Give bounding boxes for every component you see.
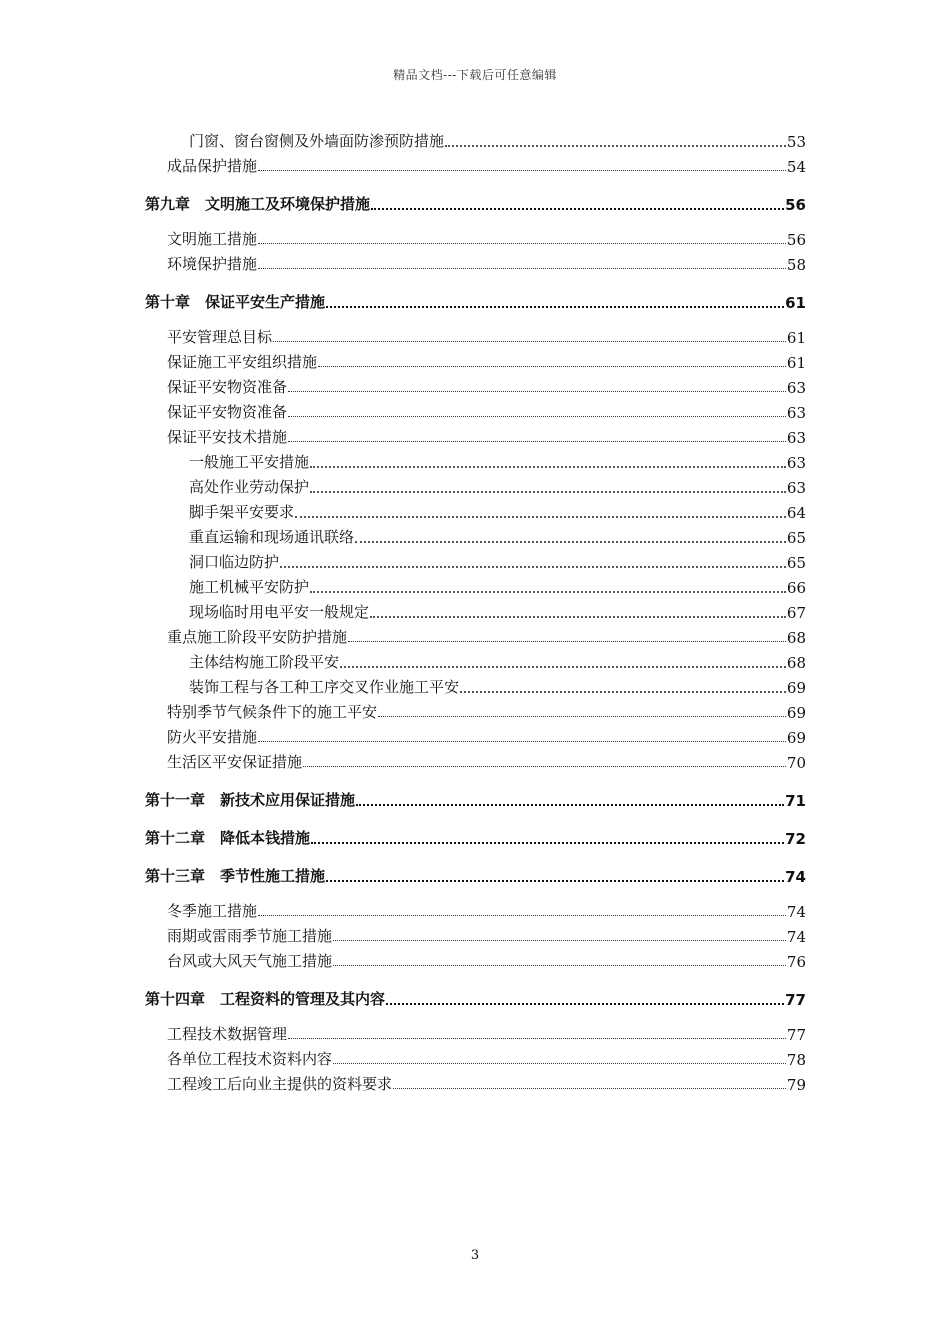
toc-entry-title: 第十一章 新技术应用保证措施 (145, 791, 356, 809)
toc-entry-page: 74 (786, 928, 806, 946)
toc-entry[interactable] (145, 322, 806, 347)
toc-entry[interactable] (145, 647, 806, 672)
dot-leader (273, 340, 786, 342)
dot-leader (393, 1087, 786, 1089)
page-number: 3 (470, 1248, 480, 1263)
toc-chapter-entry[interactable] (145, 821, 806, 848)
dot-leader (310, 590, 786, 593)
toc-entry-page: 63 (786, 404, 806, 422)
toc-entry-page: 56 (785, 196, 806, 214)
toc-entry-title: 洞口临边防护 (189, 553, 280, 571)
toc-entry-page: 65 (786, 529, 806, 547)
toc-entry-page: 67 (786, 604, 806, 622)
dot-leader (340, 665, 786, 668)
dot-leader (333, 964, 786, 966)
toc-entry-page: 74 (785, 868, 806, 886)
toc-entry[interactable] (145, 126, 806, 151)
toc-entry[interactable] (145, 347, 806, 372)
toc-entry-page: 69 (786, 679, 806, 697)
toc-entry-title: 工程技术数据管理 (167, 1025, 288, 1043)
toc-entry-page: 61 (786, 354, 806, 372)
dot-leader (348, 640, 786, 642)
dot-leader (288, 390, 786, 392)
toc-entry-page: 78 (786, 1051, 806, 1069)
toc-entry-page: 61 (786, 329, 806, 347)
toc-entry-title: 成品保护措施 (167, 157, 258, 175)
toc-entry-page: 64 (786, 504, 806, 522)
toc-entry[interactable] (145, 572, 806, 597)
toc-entry-title: 防火平安措施 (167, 728, 258, 746)
toc-entry-title: 雨期或雷雨季节施工措施 (167, 927, 333, 945)
toc-entry-title: 施工机械平安防护 (189, 578, 310, 596)
toc-entry[interactable] (145, 249, 806, 274)
toc-entry-page: 77 (785, 991, 806, 1009)
toc-entry-title: 第九章 文明施工及环境保护措施 (145, 195, 371, 213)
toc-entry[interactable] (145, 224, 806, 249)
dot-leader (326, 305, 784, 308)
toc-entry-title: 冬季施工措施 (167, 902, 258, 920)
toc-entry-title: 一般施工平安措施 (189, 453, 310, 471)
toc-entry-page: 65 (786, 554, 806, 572)
toc-entry[interactable] (145, 896, 806, 921)
toc-entry-title: 生活区平安保证措施 (167, 753, 303, 771)
toc-entry-page: 76 (786, 953, 806, 971)
toc-entry-title: 特别季节气候条件下的施工平安 (167, 703, 378, 721)
toc-entry-title: 第十四章 工程资料的管理及其内容 (145, 990, 386, 1008)
dot-leader (460, 690, 786, 693)
toc-entry-page: 79 (786, 1076, 806, 1094)
toc-entry-title: 装饰工程与各工种工序交叉作业施工平安 (189, 678, 460, 696)
toc-entry-title: 主体结构施工阶段平安 (189, 653, 340, 671)
toc-entry[interactable] (145, 372, 806, 397)
toc-entry-title: 脚手架平安要求 (189, 503, 295, 521)
toc-entry-page: 63 (786, 454, 806, 472)
toc-entry[interactable] (145, 697, 806, 722)
toc-entry-title: 重直运输和现场通讯联络 (189, 528, 355, 546)
page-header: 精品文档---下载后可任意编辑 (393, 68, 557, 82)
toc-entry-title: 平安管理总目标 (167, 328, 273, 346)
dot-leader (303, 765, 786, 767)
toc-entry-title: 工程竣工后向业主提供的资料要求 (167, 1075, 393, 1093)
toc-entry[interactable] (145, 946, 806, 971)
dot-leader (280, 565, 786, 568)
toc-entry-title: 台风或大风天气施工措施 (167, 952, 333, 970)
toc-entry[interactable] (145, 397, 806, 422)
toc-entry-title: 高处作业劳动保护 (189, 478, 310, 496)
dot-leader (258, 267, 786, 269)
toc-entry[interactable] (145, 597, 806, 622)
dot-leader (370, 615, 786, 618)
dot-leader (311, 841, 784, 844)
toc-entry-page: 66 (786, 579, 806, 597)
toc-entry-title: 第十三章 季节性施工措施 (145, 867, 326, 885)
toc-entry-page: 72 (785, 830, 806, 848)
toc-entry-page: 71 (785, 792, 806, 810)
dot-leader (378, 715, 786, 717)
dot-leader (318, 365, 786, 367)
dot-leader (356, 803, 784, 806)
toc-entry-title: 保证施工平安组织措施 (167, 353, 318, 371)
toc-entry-title: 保证平安物资准备 (167, 378, 288, 396)
toc-entry[interactable] (145, 1044, 806, 1069)
toc-entry[interactable] (145, 1019, 806, 1044)
toc-entry[interactable] (145, 472, 806, 497)
toc-chapter-entry[interactable] (145, 187, 806, 214)
toc-entry[interactable] (145, 497, 806, 522)
toc-entry[interactable] (145, 447, 806, 472)
toc-entry[interactable] (145, 921, 806, 946)
dot-leader (333, 939, 786, 941)
table-of-contents (145, 126, 806, 1094)
dot-leader (288, 1037, 786, 1039)
dot-leader (310, 465, 786, 468)
dot-leader (258, 914, 786, 916)
toc-entry-page: 63 (786, 479, 806, 497)
toc-entry-page: 61 (785, 294, 806, 312)
toc-entry-page: 63 (786, 379, 806, 397)
dot-leader (326, 879, 784, 882)
toc-entry-title: 文明施工措施 (167, 230, 258, 248)
dot-leader (295, 515, 786, 518)
toc-entry[interactable] (145, 747, 806, 772)
toc-chapter-entry[interactable] (145, 982, 806, 1009)
toc-entry-title: 第十二章 降低本钱措施 (145, 829, 311, 847)
toc-entry-page: 56 (786, 231, 806, 249)
toc-entry[interactable] (145, 151, 806, 176)
toc-entry-page: 68 (786, 629, 806, 647)
toc-chapter-entry[interactable] (145, 859, 806, 886)
toc-entry-page: 63 (786, 429, 806, 447)
toc-entry-page: 69 (786, 704, 806, 722)
toc-entry[interactable] (145, 547, 806, 572)
toc-entry[interactable] (145, 1069, 806, 1094)
toc-entry-title: 各单位工程技术资料内容 (167, 1050, 333, 1068)
toc-entry-page: 54 (786, 158, 806, 176)
dot-leader (333, 1062, 786, 1064)
toc-entry-title: 保证平安物资准备 (167, 403, 288, 421)
dot-leader (371, 207, 784, 210)
toc-entry-title: 保证平安技术措施 (167, 428, 288, 446)
toc-entry-page: 58 (786, 256, 806, 274)
toc-entry[interactable] (145, 722, 806, 747)
toc-entry-page: 53 (786, 133, 806, 151)
toc-entry-title: 环境保护措施 (167, 255, 258, 273)
toc-entry-title: 第十章 保证平安生产措施 (145, 293, 326, 311)
toc-entry-page: 77 (786, 1026, 806, 1044)
dot-leader (288, 415, 786, 417)
toc-entry-page: 74 (786, 903, 806, 921)
dot-leader (288, 440, 786, 442)
dot-leader (258, 169, 786, 171)
dot-leader (310, 490, 786, 493)
dot-leader (258, 740, 786, 742)
toc-entry-title: 门窗、窗台窗侧及外墙面防渗预防措施 (189, 132, 445, 150)
dot-leader (355, 540, 786, 543)
toc-entry[interactable] (145, 622, 806, 647)
toc-entry-page: 68 (786, 654, 806, 672)
toc-entry[interactable] (145, 522, 806, 547)
toc-entry[interactable] (145, 422, 806, 447)
toc-chapter-entry[interactable] (145, 285, 806, 312)
dot-leader (445, 144, 786, 147)
toc-entry-page: 69 (786, 729, 806, 747)
toc-entry-page: 70 (786, 754, 806, 772)
toc-entry[interactable] (145, 672, 806, 697)
toc-chapter-entry[interactable] (145, 783, 806, 810)
toc-entry-title: 重点施工阶段平安防护措施 (167, 628, 348, 646)
toc-entry-title: 现场临时用电平安一般规定 (189, 603, 370, 621)
dot-leader (386, 1002, 784, 1005)
dot-leader (258, 242, 786, 244)
